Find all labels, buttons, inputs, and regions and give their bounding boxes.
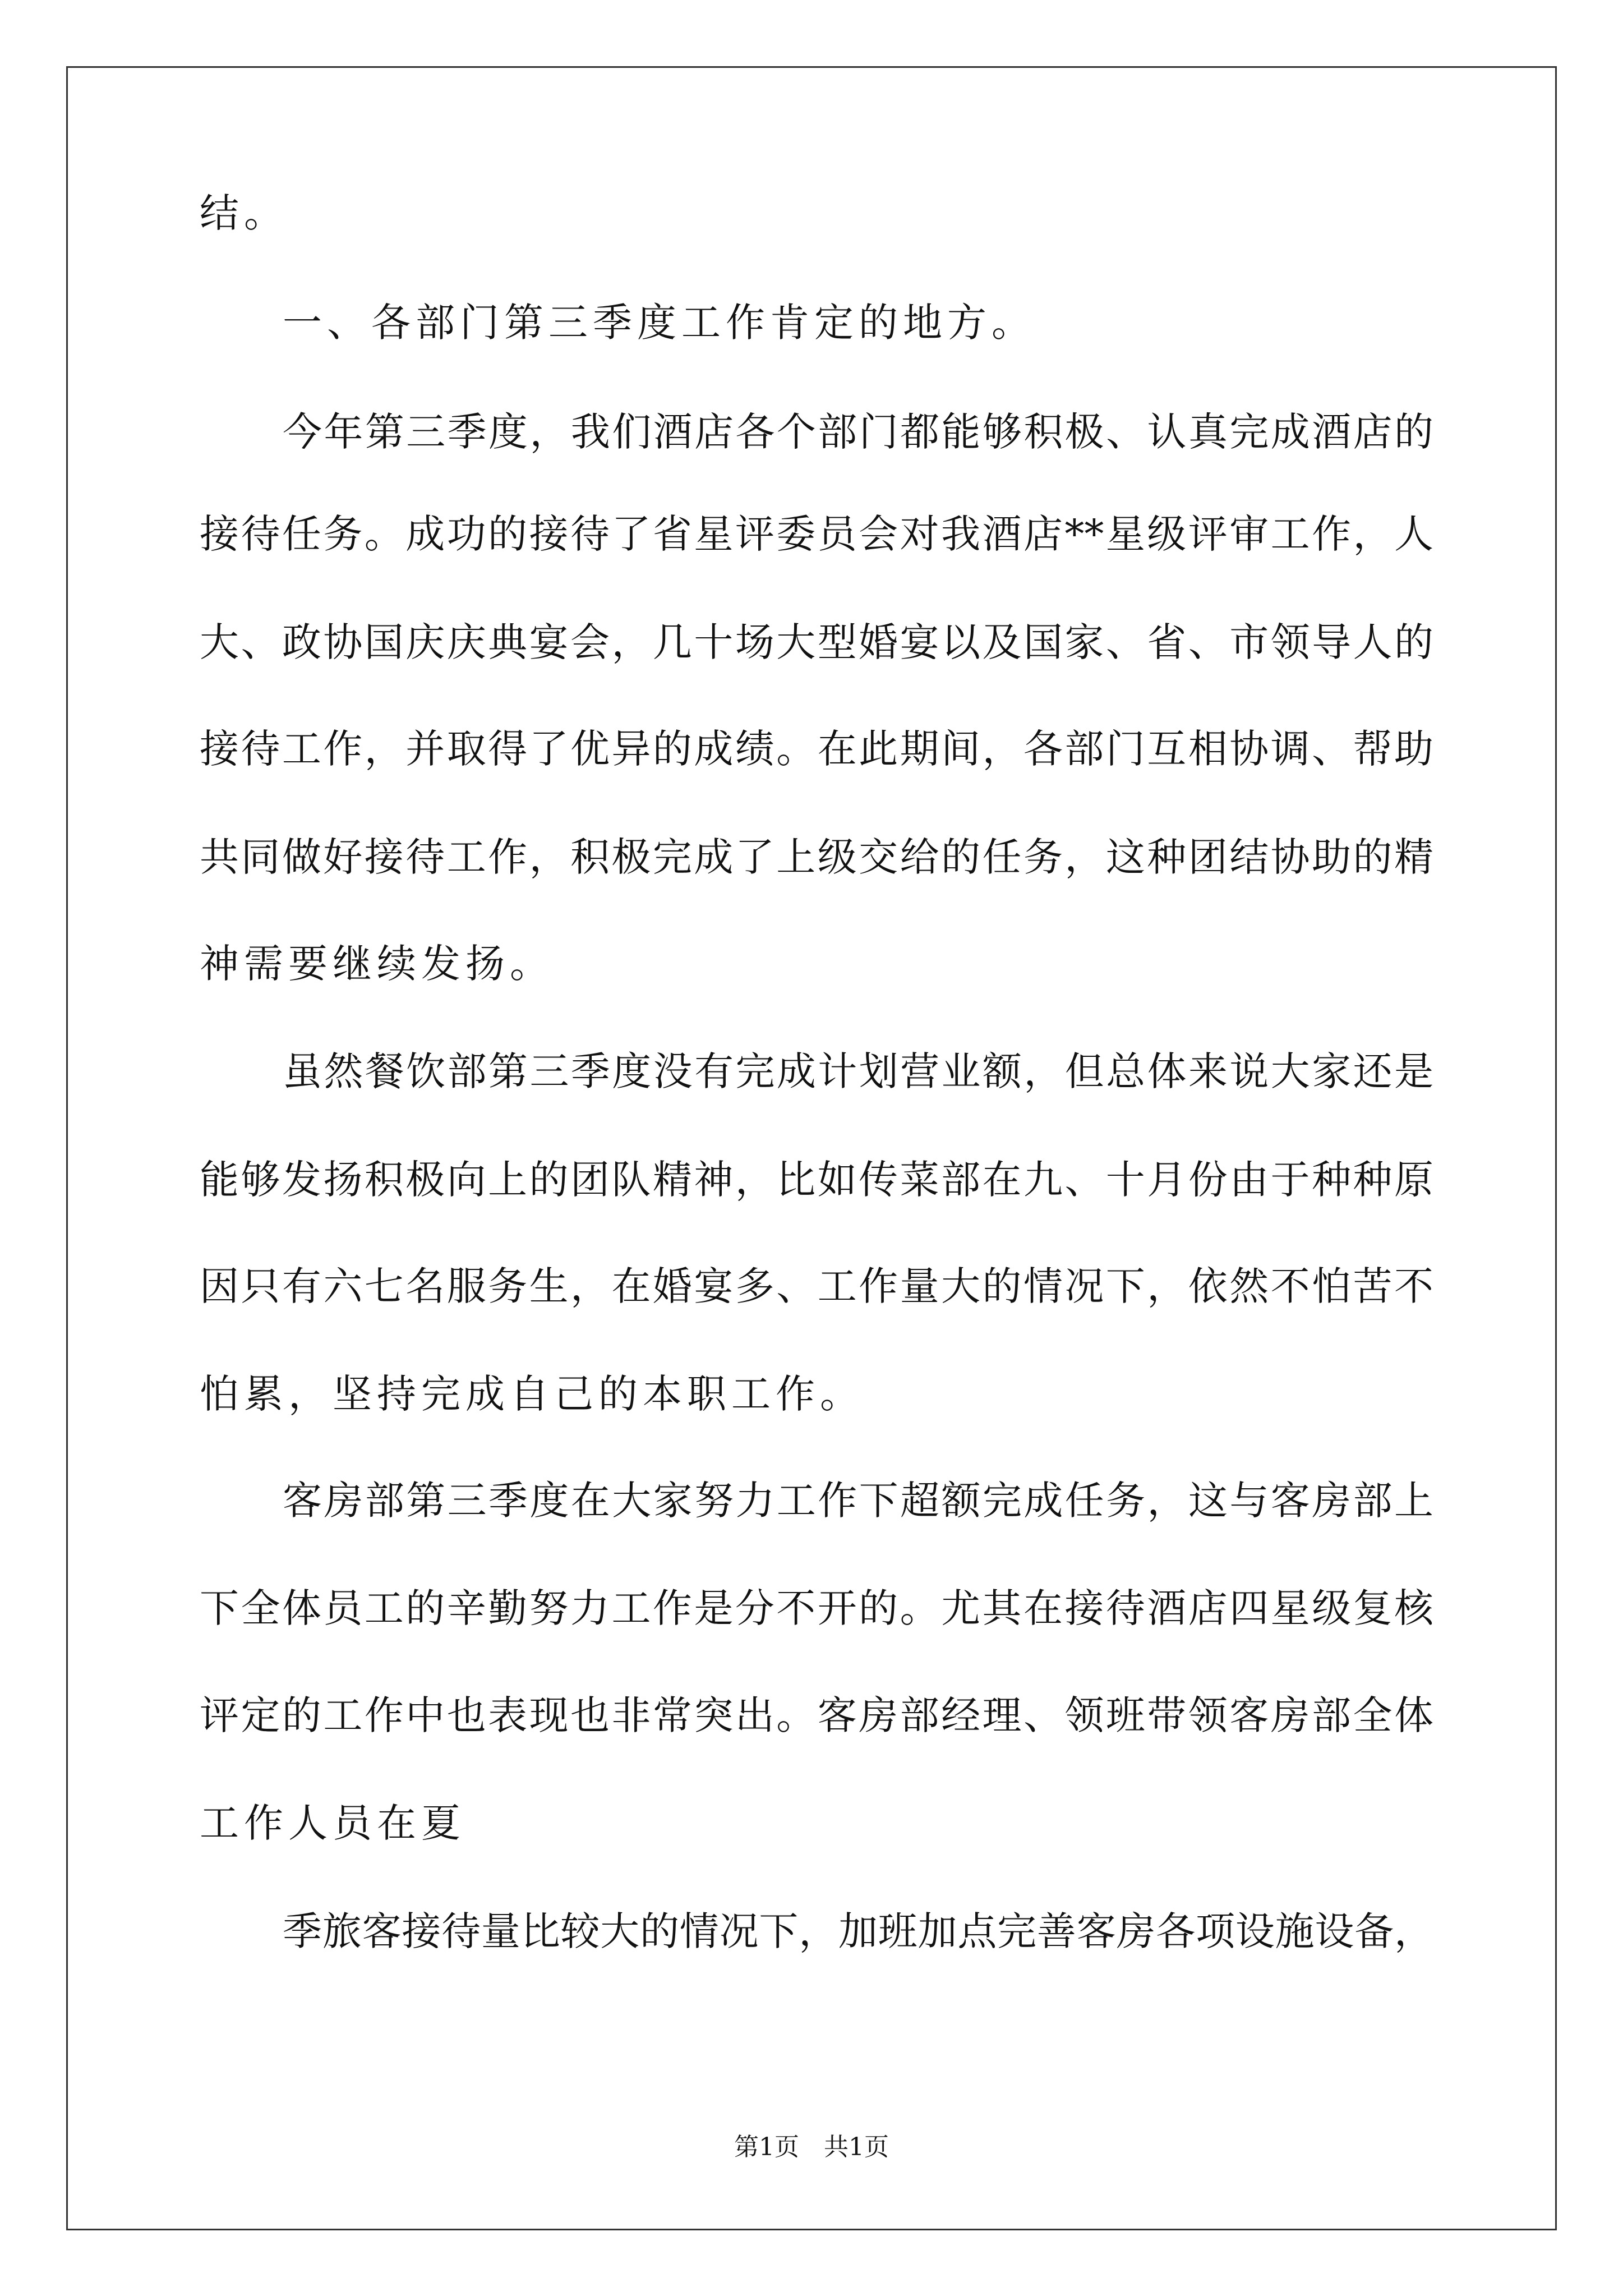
text-line: 结。 [200,190,288,236]
text-line: 接待工作，并取得了优异的成绩。在此期间，各部门互相协调、帮助 [200,726,1433,772]
text-line: 下全体员工的辛勤努力工作是分不开的。尤其在接待酒店四星级复核 [200,1585,1433,1631]
text-line: 怕累，坚持完成自己的本职工作。 [200,1371,864,1417]
text-line: 因只有六七名服务生，在婚宴多、工作量大的情况下，依然不怕苦不 [200,1263,1433,1309]
page-footer [0,2131,1623,2164]
page-number-total: 共1页 [824,2133,889,2161]
text-line: 大、政协国庆庆典宴会，几十场大型婚宴以及国家、省、市领导人的 [200,619,1433,665]
text-line: 季旅客接待量比较大的情况下，加班加点完善客房各项设施设备， [283,1908,1433,1954]
text-line: 神需要继续发扬。 [200,941,554,987]
page-number-current: 第1页 [734,2133,799,2161]
text-line: 客房部第三季度在大家努力工作下超额完成任务，这与客房部上 [283,1478,1433,1524]
text-line: 今年第三季度，我们酒店各个部门都能够积极、认真完成酒店的 [283,409,1433,455]
text-line: 能够发扬积极向上的团队精神，比如传菜部在九、十月份由于种种原 [200,1157,1433,1203]
text-line: 共同做好接待工作，积极完成了上级交给的任务，这种团结协助的精 [200,834,1433,880]
section-heading: 一、各部门第三季度工作肯定的地方。 [283,300,1036,346]
text-line: 工作人员在夏 [200,1800,465,1846]
text-line: 虽然餐饮部第三季度没有完成计划营业额，但总体来说大家还是 [283,1048,1433,1094]
text-line: 评定的工作中也表现也非常突出。客房部经理、领班带领客房部全体 [200,1692,1433,1738]
text-line: 接待任务。成功的接待了省星评委员会对我酒店**星级评审工作，人 [200,511,1433,557]
